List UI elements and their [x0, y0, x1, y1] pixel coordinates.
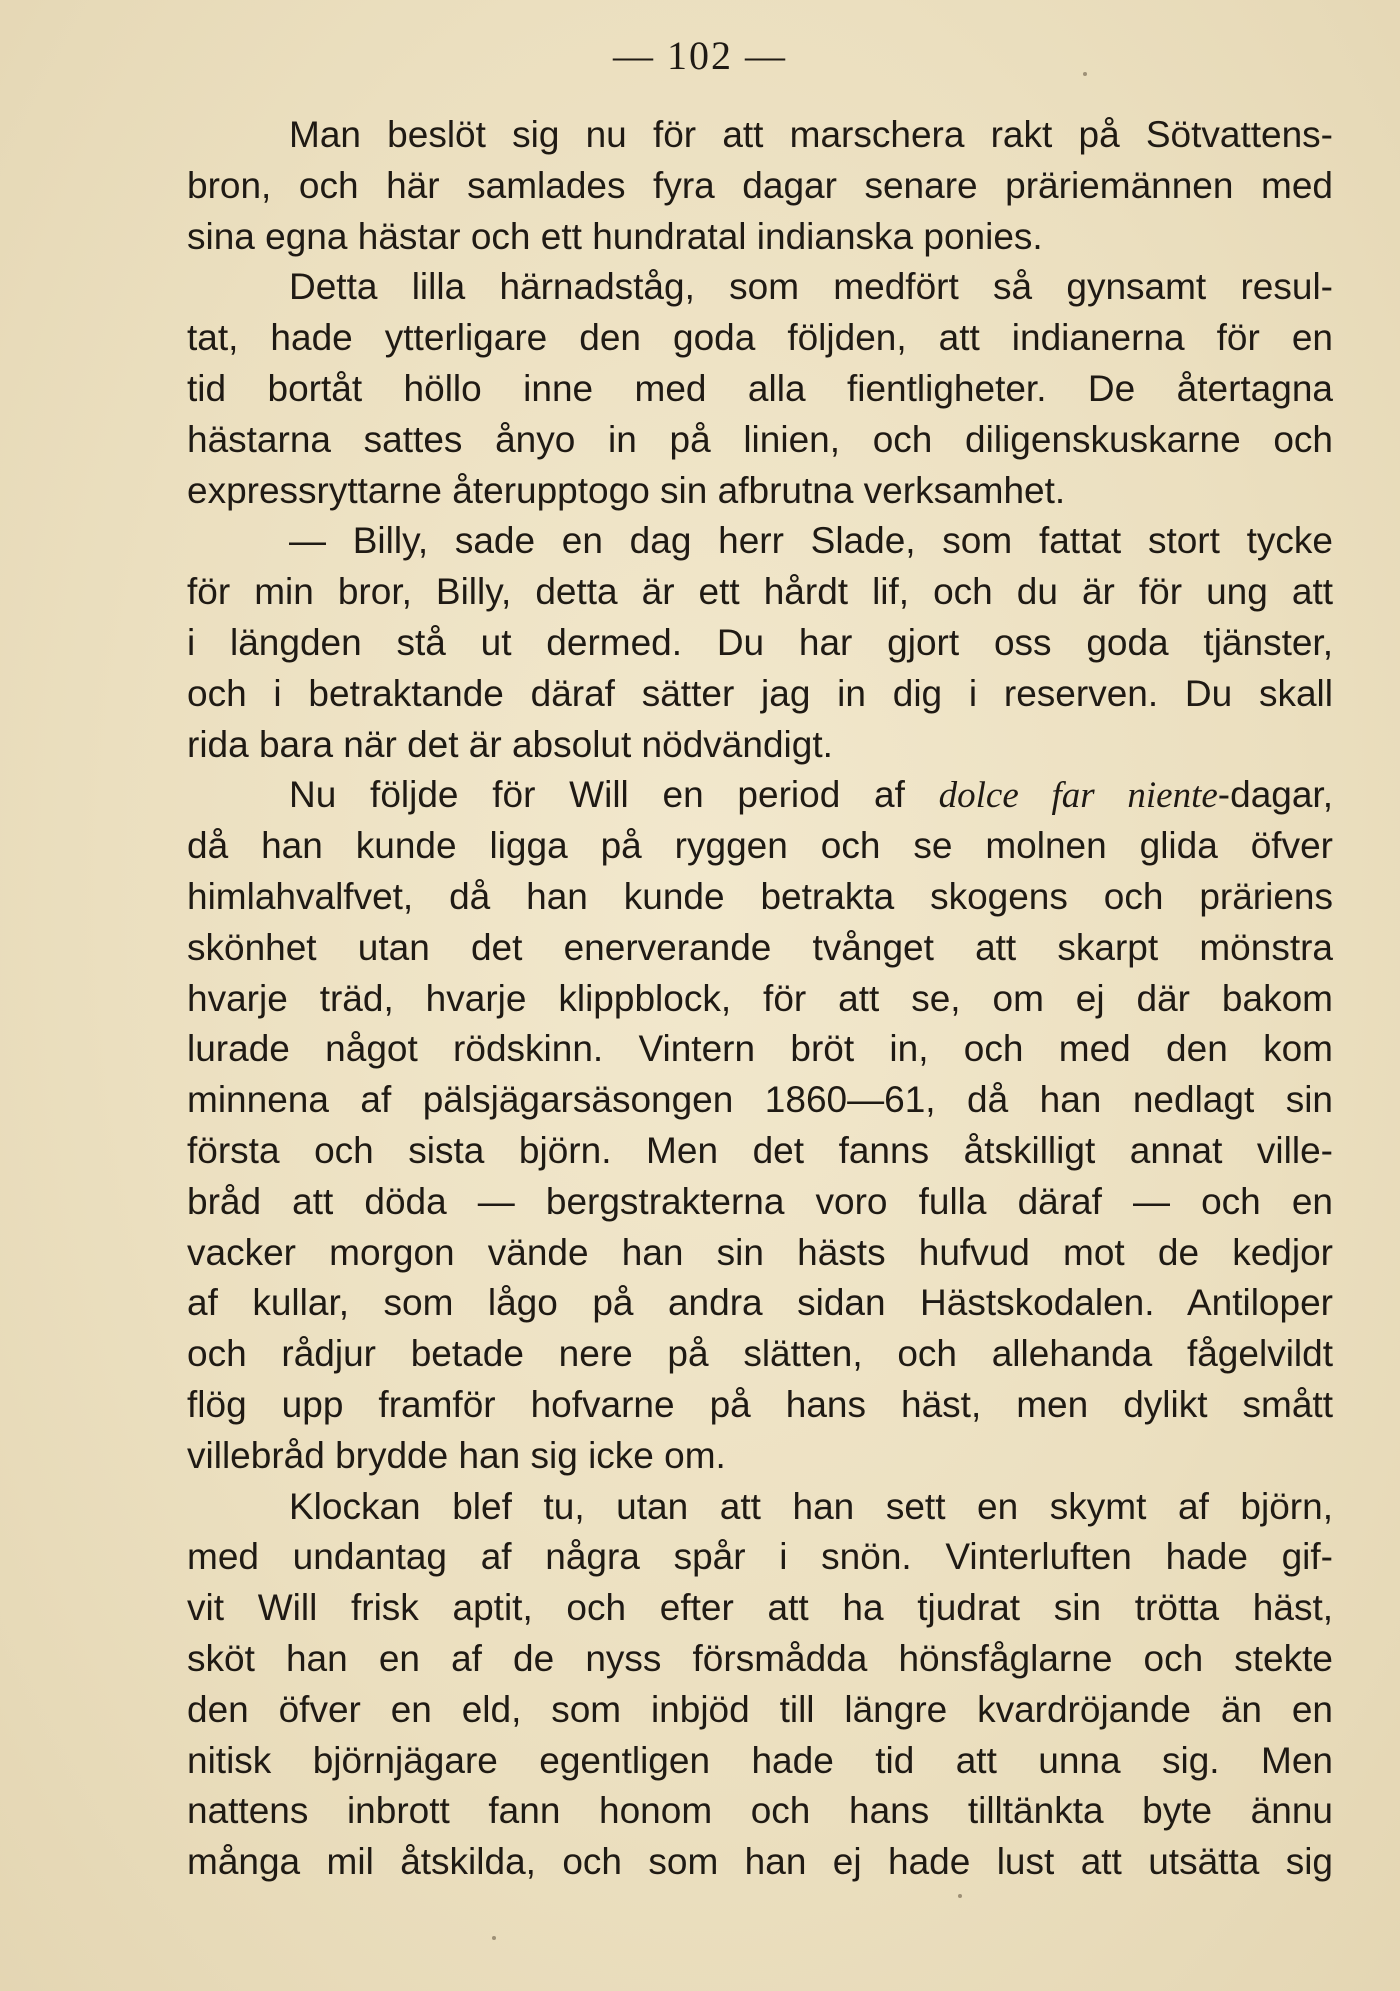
- text-line: den öfver en eld, som inbjöd till längre kvardröjande än en: [187, 1688, 1333, 1730]
- text-line: första och sista björn. Men det fanns åtskilligt annat ville-: [187, 1129, 1333, 1171]
- text-line: tid bortåt höllo inne med alla fientligheter. De återtagna: [187, 367, 1333, 409]
- print-speck: [492, 1936, 496, 1940]
- text-line: vit Will frisk aptit, och efter att ha tjudrat sin trötta häst,: [187, 1587, 1333, 1629]
- text-line: vacker morgon vände han sin hästs hufvud mot de kedjor: [187, 1231, 1333, 1273]
- text-line: lurade något rödskinn. Vintern bröt in, och med den kom: [187, 1028, 1333, 1070]
- text-line: sina egna hästar och ett hundratal indianska ponies.: [187, 215, 1043, 257]
- text-line: och i betraktande däraf sätter jag in dig i reserven. Du skall: [187, 672, 1333, 714]
- page-number: — 102 —: [613, 33, 787, 78]
- text-line: för min bror, Billy, detta är ett hårdt lif, och du är för ung att: [187, 571, 1333, 613]
- text-line: då han kunde ligga på ryggen och se molnen glida öfver: [187, 825, 1333, 867]
- text-line: minnena af pälsjägarsäsongen 1860—61, då han nedlagt sin: [187, 1079, 1333, 1121]
- text-line: hvarje träd, hvarje klippblock, för att se, om ej där bakom: [187, 977, 1333, 1019]
- text-line: flög upp framför hofvarne på hans häst, men dylikt smått: [187, 1383, 1333, 1425]
- text-line: villebråd brydde han sig icke om.: [187, 1434, 726, 1476]
- text-line: med undantag af några spår i snön. Vinterluften hade gif-: [187, 1536, 1333, 1578]
- text-segment: Nu följde för Will en period af: [289, 774, 939, 816]
- text-line: himlahvalfvet, då han kunde betrakta skogens och präriens: [187, 875, 1333, 917]
- italic-phrase: dolce far niente: [938, 775, 1218, 817]
- text-line: tat, hade ytterligare den goda följden, att indianerna för en: [187, 317, 1333, 359]
- text-line: expressryttarne återupptogo sin afbrutna verksamhet.: [187, 469, 1066, 511]
- text-line: och rådjur betade nere på slätten, och allehanda fågelvildt: [187, 1333, 1333, 1375]
- text-line: rida bara när det är absolut nödvändigt.: [187, 723, 833, 765]
- print-speck: [1083, 72, 1087, 76]
- text-line: hästarna sattes ånyo in på linien, och diligenskuskarne och: [187, 418, 1333, 460]
- text-line: nitisk björnjägare egentligen hade tid att unna sig. Men: [187, 1739, 1333, 1781]
- text-line: sköt han en af de nyss försmådda hönsfåglarne och stekte: [187, 1637, 1333, 1679]
- print-speck: [958, 1894, 962, 1898]
- body-text: [187, 110, 1333, 1888]
- text-line: nattens inbrott fann honom och hans tilltänkta byte ännu: [187, 1790, 1333, 1832]
- text-line: Man beslöt sig nu för att marschera rakt på Sötvattens-: [289, 114, 1333, 155]
- text-line: skönhet utan det enerverande tvånget att skarpt mönstra: [187, 926, 1333, 968]
- text-line: [187, 770, 1333, 821]
- text-line: — Billy, sade en dag herr Slade, som fattat stort tycke: [289, 520, 1333, 562]
- text-line: i längden stå ut dermed. Du har gjort oss goda tjänster,: [187, 621, 1333, 663]
- text-line: Detta lilla härnadståg, som medfört så gynsamt resul-: [289, 266, 1333, 308]
- text-segment: -dagar,: [1217, 774, 1333, 816]
- text-line: Klockan blef tu, utan att han sett en skymt af björn,: [289, 1485, 1333, 1527]
- text-line: bråd att döda — bergstrakterna voro fulla däraf — och en: [187, 1180, 1333, 1222]
- text-line: många mil åtskilda, och som han ej hade lust att utsätta sig: [187, 1841, 1333, 1883]
- text-line: bron, och här samlades fyra dagar senare präriemännen med: [187, 164, 1333, 206]
- text-line: af kullar, som lågo på andra sidan Hästskodalen. Antiloper: [187, 1282, 1333, 1324]
